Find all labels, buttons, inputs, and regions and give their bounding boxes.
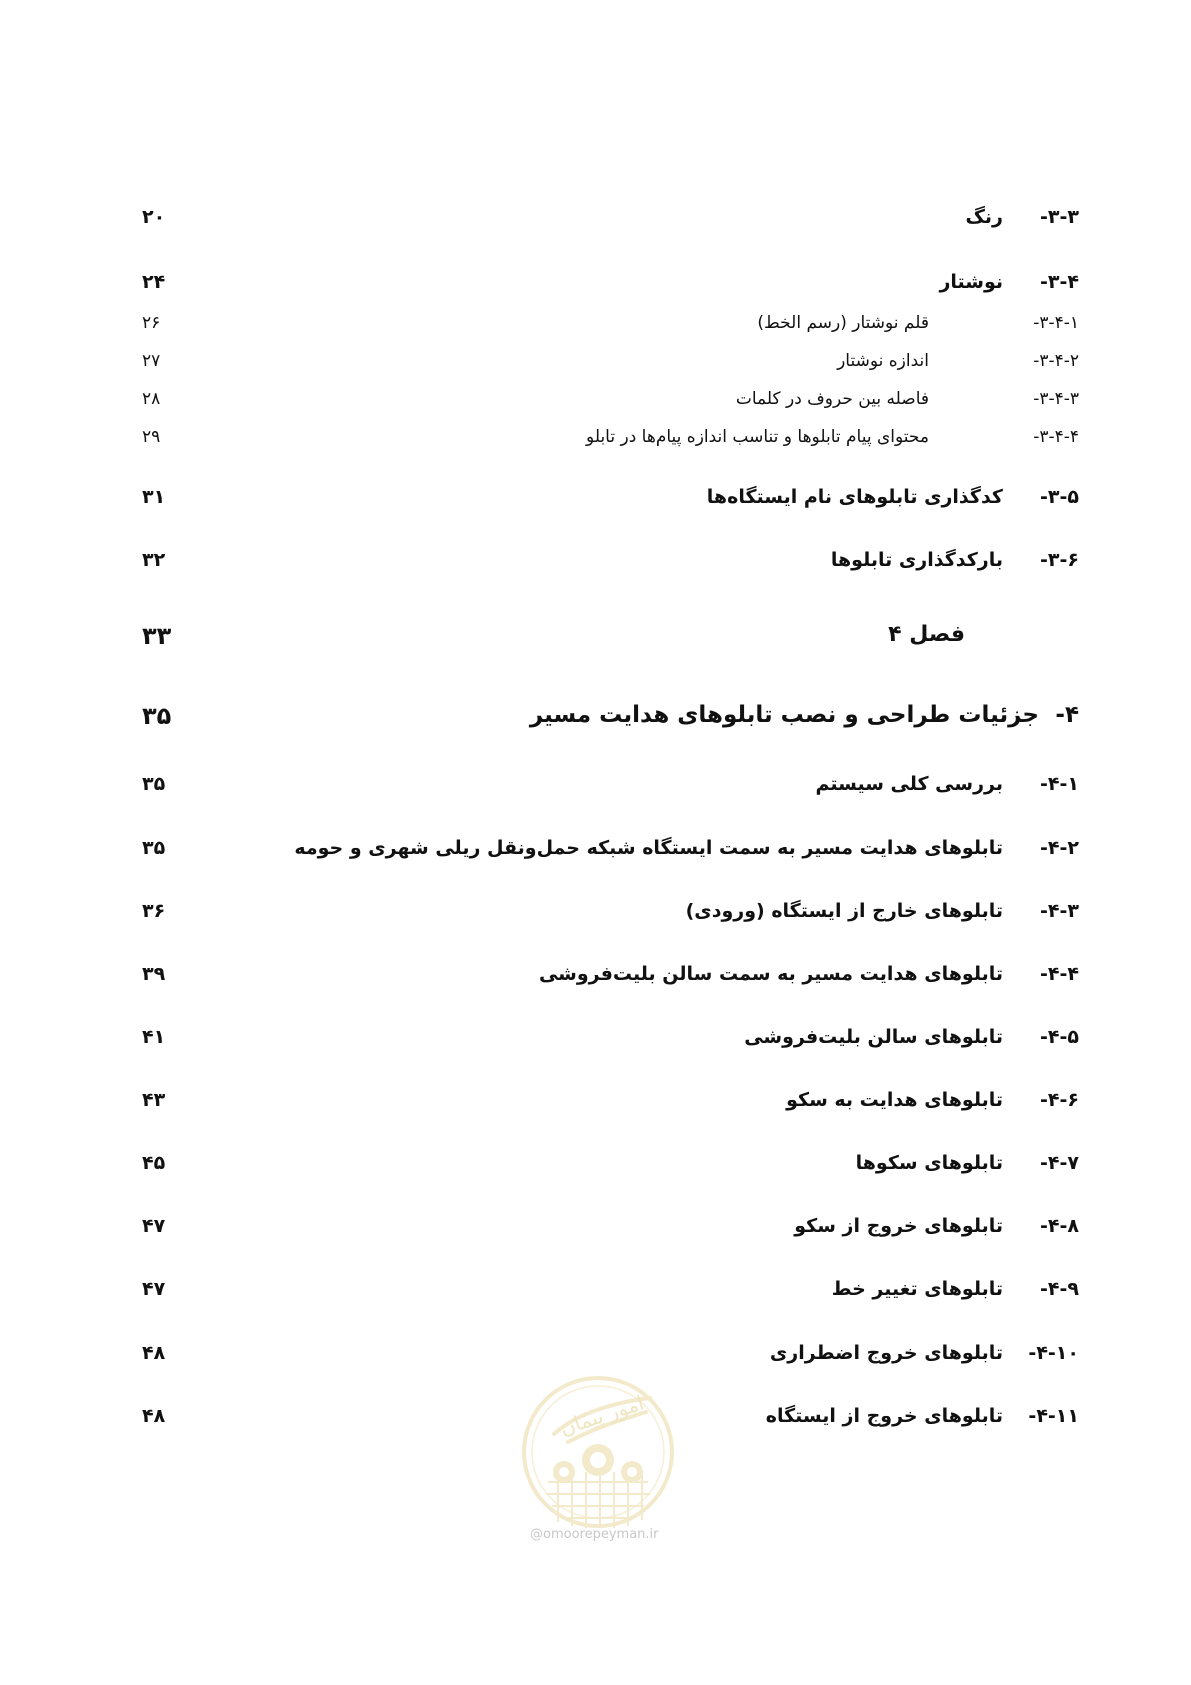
toc-entry-page: ۳۱ — [142, 486, 166, 508]
toc-entry-title: تابلوهای خروج از ایستگاه — [765, 1405, 1003, 1427]
toc-entry-title: تابلوهای خارج از ایستگاه (ورودی) — [685, 900, 1003, 922]
watermark-logo — [518, 1372, 678, 1532]
toc-entry-title: تابلوهای هدایت به سکو — [786, 1089, 1003, 1111]
toc-entry-page: ۴۷ — [142, 1278, 166, 1300]
toc-entry-page: ۳۳ — [142, 622, 172, 650]
toc-entry-page: ۳۲ — [142, 549, 166, 571]
toc-entry-number: ۳-۴-۲- — [1033, 351, 1079, 371]
toc-entry-number: ۴-۹- — [1040, 1278, 1079, 1300]
toc-entry-page: ۴۵ — [142, 1152, 166, 1174]
toc-entry-page: ۲۶ — [142, 313, 161, 333]
toc-entry-number: ۳-۶- — [1040, 549, 1079, 571]
toc-entry-title: تابلوهای خروج از سکو — [794, 1215, 1003, 1237]
toc-entry-page: ۳۹ — [142, 963, 166, 985]
toc-entry-number: ۳-۴-۳- — [1033, 389, 1079, 409]
toc-entry-title: اندازه نوشتار — [837, 351, 929, 371]
toc-entry-page: ۲۸ — [142, 389, 161, 409]
toc-entry-page: ۲۷ — [142, 351, 161, 371]
toc-entry-title: کدگذاری تابلوهای نام ایستگاه‌ها — [706, 486, 1003, 508]
toc-entry-number: ۳-۳- — [1040, 206, 1079, 228]
watermark-logo-text: امور پیمان — [556, 1390, 647, 1441]
toc-entry-number: ۳-۵- — [1040, 486, 1079, 508]
toc-entry-title: رنگ — [965, 206, 1003, 228]
watermark-site: @omoorepeyman.ir — [530, 1527, 659, 1542]
toc-entry-title: بارکدگذاری تابلوها — [830, 549, 1003, 571]
toc-entry-number: ۳-۴-۱- — [1033, 313, 1079, 333]
toc-entry-number: ۴-۷- — [1040, 1152, 1079, 1174]
toc-entry-title: محتوای پیام تابلوها و تناسب اندازه پیام‌ها در تابلو — [586, 427, 929, 447]
toc-entry-page: ۳۵ — [142, 837, 166, 859]
toc-entry-title: نوشتار — [939, 271, 1003, 293]
toc-entry-page: ۲۹ — [142, 427, 161, 447]
toc-entry-number: ۴-۱۱- — [1028, 1405, 1079, 1427]
toc-entry-page: ۳۵ — [142, 702, 172, 730]
toc-entry-page: ۴۳ — [142, 1089, 166, 1111]
toc-entry-page: ۴۸ — [142, 1405, 166, 1427]
toc-entry-title: تابلوهای سکوها — [855, 1152, 1003, 1174]
toc-entry-title: جزئیات طراحی و نصب تابلوهای هدایت مسیر — [529, 702, 1039, 728]
toc-entry-number: ۳-۴- — [1040, 271, 1079, 293]
toc-entry-number: ۴-۱۰- — [1028, 1342, 1079, 1364]
toc-entry-number: ۴-۲- — [1040, 837, 1079, 859]
toc-entry-number: ۴-۵- — [1040, 1026, 1079, 1048]
toc-entry-page: ۴۸ — [142, 1342, 166, 1364]
toc-entry-number: ۴-۴- — [1040, 963, 1079, 985]
toc-entry-number: ۴- — [1055, 702, 1079, 728]
toc-entry-page: ۴۷ — [142, 1215, 166, 1237]
toc-entry-title: تابلوهای تغییر خط — [831, 1278, 1003, 1300]
toc-entry-page: ۳۶ — [142, 900, 166, 922]
toc-entry-number: ۴-۱- — [1040, 773, 1079, 795]
toc-entry-title: تابلوهای هدایت مسیر به سمت ایستگاه شبکه حمل‌ونقل ریلی شهری و حومه — [294, 837, 1003, 859]
toc-entry-number: ۳-۴-۴- — [1033, 427, 1079, 447]
toc-entry-title: بررسی کلی سیستم — [815, 773, 1003, 795]
toc-entry-title: تابلوهای هدایت مسیر به سمت سالن بلیت‌فروشی — [538, 963, 1003, 985]
toc-entry-number: ۴-۶- — [1040, 1089, 1079, 1111]
toc-entry-title: تابلوهای سالن بلیت‌فروشی — [744, 1026, 1003, 1048]
toc-entry-title: فاصله بین حروف در کلمات — [735, 389, 929, 409]
toc-chapter-title: فصل ۴ — [888, 622, 965, 647]
toc-entry-number: ۴-۸- — [1040, 1215, 1079, 1237]
toc-entry-page: ۲۰ — [142, 206, 166, 228]
toc-entry-page: ۳۵ — [142, 773, 166, 795]
toc-entry-title: قلم نوشتار (رسم الخط) — [757, 313, 929, 333]
toc-entry-number: ۴-۳- — [1040, 900, 1079, 922]
toc-entry-title: تابلوهای خروج اضطراری — [769, 1342, 1003, 1364]
toc-entry-page: ۴۱ — [142, 1026, 166, 1048]
toc-entry-page: ۲۴ — [142, 271, 166, 293]
